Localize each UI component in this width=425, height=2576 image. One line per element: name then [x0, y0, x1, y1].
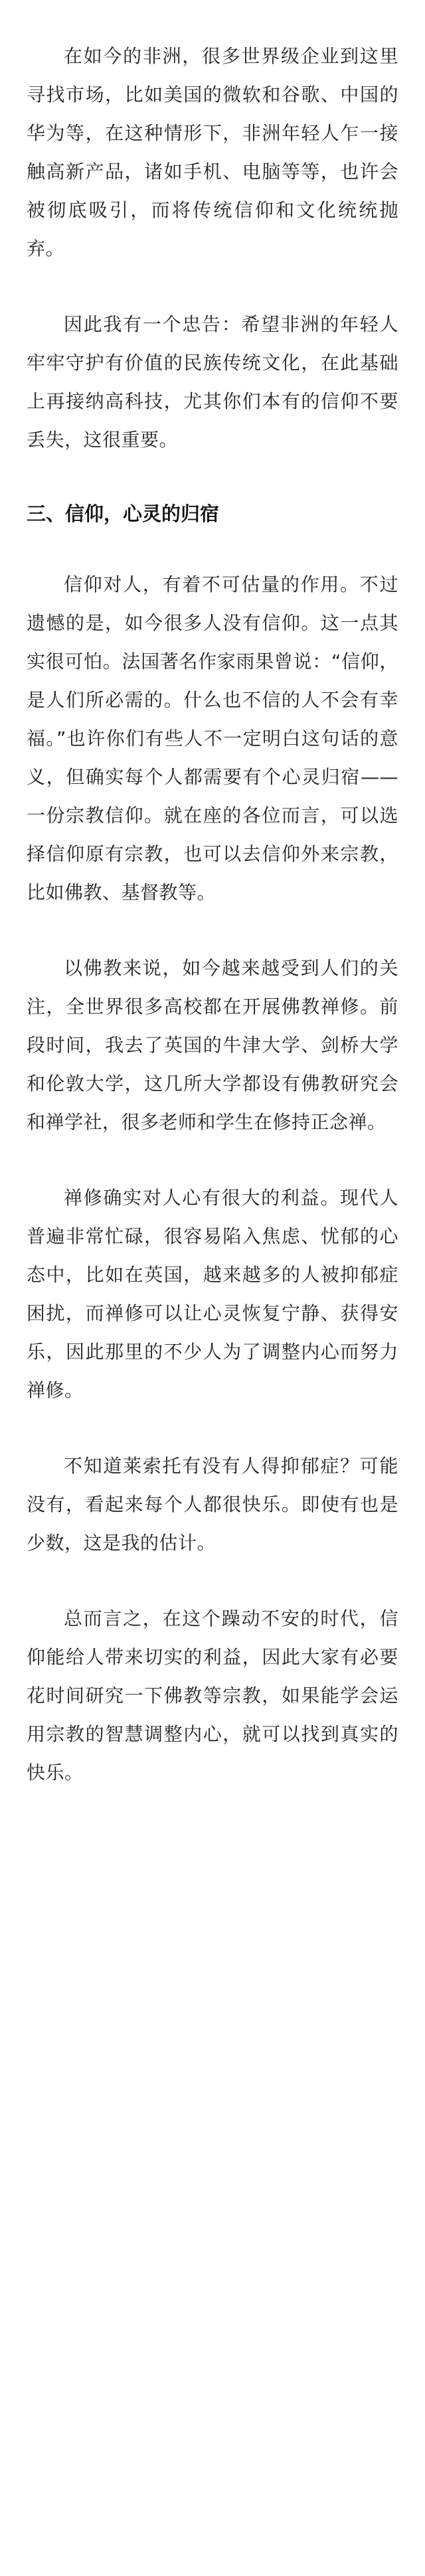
paragraph: 在如今的非洲，很多世界级企业到这里寻找市场，比如美国的微软和谷歌、中国的华为等，在这种情形下，非洲年轻人乍一接触高新产品，诸如手机、电脑等等，也许会被彻底吸引，而将传统信仰和文化统统抛弃。	[27, 45, 398, 260]
paragraph: 信仰对人，有着不可估量的作用。不过遗憾的是，如今很多人没有信仰。这一点其实很可怕。法国著名作家雨果曾说：“信仰，是人们所必需的。什么也不信的人不会有幸福。”也许你们有些人不一定明白这句话的意义，但确实每个人都需要有个心灵归宿——一份宗教信仰。就在座的各位而言，可以选择信仰原有宗教，也可以去信仰外来宗教，比如佛教、基督教等。	[27, 573, 398, 903]
paragraph: 总而言之，在这个躁动不安的时代，信仰能给人带来切实的利益，因此大家有必要花时间研究一下佛教等宗教，如果能学会运用宗教的智慧调整内心，就可以找到真实的快乐。	[27, 1608, 398, 1783]
section-heading: 三、信仰，心灵的归宿	[27, 502, 220, 525]
paragraph: 以佛教来说，如今越来越受到人们的关注，全世界很多高校都在开展佛教禅修。前段时间，我去了英国的牛津大学、剑桥大学和伦敦大学，这几所大学都设有佛教研究会和禅学社，很多老师和学生在修持正念禅。	[27, 957, 398, 1133]
paragraph: 因此我有一个忠告：希望非洲的年轻人牢牢守护有价值的民族传统文化，在此基础上再接纳高科技，尤其你们本有的信仰不要丢失，这很重要。	[27, 313, 398, 451]
paragraph: 禅修确实对人心有很大的利益。现代人普遍非常忙碌，很容易陷入焦虑、忧郁的心态中，比如在英国，越来越多的人被抑郁症困扰，而禅修可以让心灵恢复宁静、获得安乐，因此那里的不少人为了调整内心而努力禅修。	[27, 1187, 398, 1401]
paragraph: 不知道莱索托有没有人得抑郁症？可能没有，看起来每个人都很快乐。即使有也是少数，这是我的估计。	[27, 1455, 398, 1554]
